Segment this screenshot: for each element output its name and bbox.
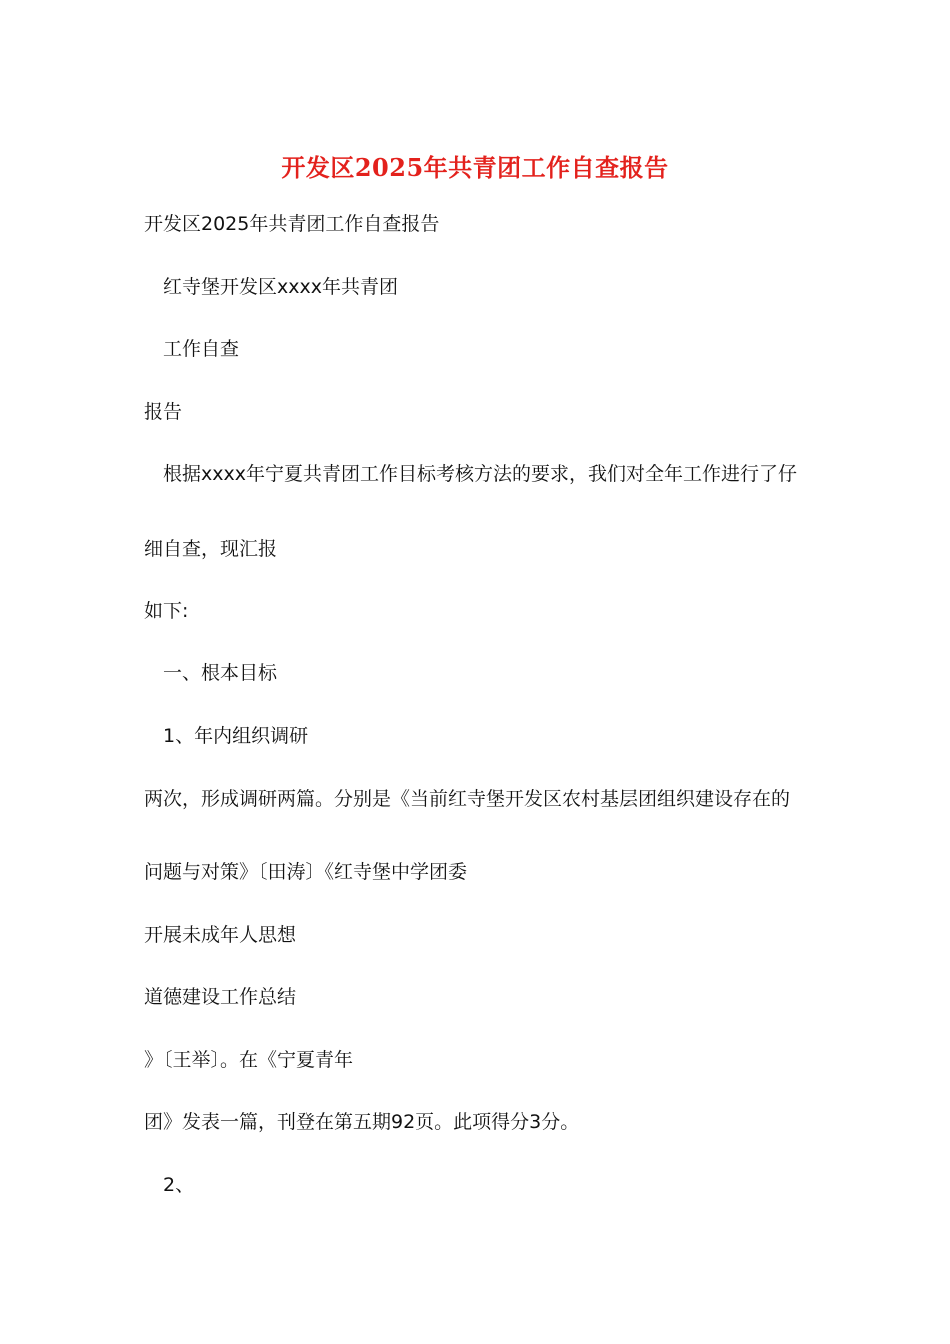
paragraph-line: 根据xxxx年宁夏共青团工作目标考核方法的要求，我们对全年工作进行了仔 xyxy=(163,463,797,485)
page-title: 开发区2025年共青团工作自查报告 xyxy=(281,153,669,182)
paragraph-line: 1、年内组织调研 xyxy=(163,725,309,747)
paragraph-line: 开展未成年人思想 xyxy=(144,924,297,946)
paragraph-line: 团》发表一篇，刊登在第五期92页。此项得分3分。 xyxy=(144,1111,580,1133)
paragraph-line: 工作自查 xyxy=(163,338,240,360)
paragraph-line: 两次，形成调研两篇。分别是《当前红寺堡开发区农村基层团组织建设存在的 xyxy=(144,788,791,810)
paragraph-line: 》〔王举〕。在《宁夏青年 xyxy=(144,1049,354,1071)
paragraph-line: 问题与对策》〔田涛〕《红寺堡中学团委 xyxy=(144,861,468,883)
paragraph-line: 如下: xyxy=(144,600,189,622)
paragraph-line: 红寺堡开发区xxxx年共青团 xyxy=(163,276,398,298)
paragraph-line: 2、 xyxy=(163,1174,195,1196)
paragraph-line: 开发区2025年共青团工作自查报告 xyxy=(144,213,440,235)
paragraph-line: 报告 xyxy=(144,401,183,423)
paragraph-line: 道德建设工作总结 xyxy=(144,986,297,1008)
section-heading: 一、根本目标 xyxy=(163,662,278,684)
paragraph-line: 细自查，现汇报 xyxy=(144,538,278,560)
